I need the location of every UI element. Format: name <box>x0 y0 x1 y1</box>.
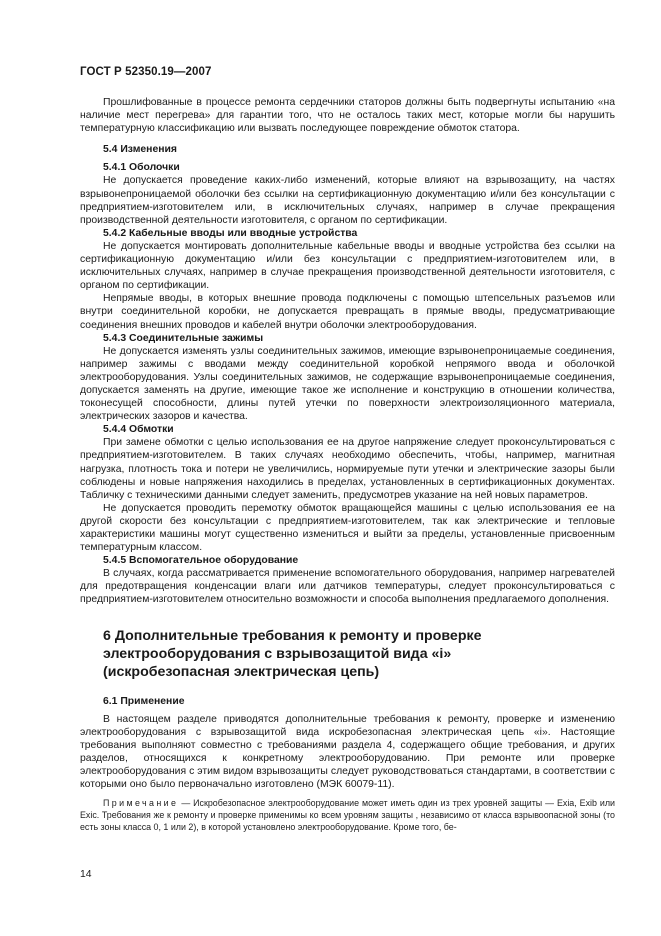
document-code-header: ГОСТ Р 52350.19—2007 <box>80 66 212 78</box>
section-6-1-title: 6.1 Применение <box>103 695 185 707</box>
section-5-4-1-paragraph: Не допускается проведение каких-либо изменений, которые влияют на взрывозащиту, на частях взрывонепроницаемой оболочки без ссылки на сертификационную документацию и/или без консультации с предприятием-изготовителем или, в исключительных случаях, например в случае прекращения производственной деятельности изготовителя, с органом по сертификации. <box>80 175 615 226</box>
section-5-4-1-title: 5.4.1 Оболочки <box>103 162 180 174</box>
section-6-title-line-3: (искробезопасная электрическая цепь) <box>103 663 380 680</box>
section-6-title-line-2: электрооборудования с взрывозащитой вида «i» <box>103 645 452 662</box>
section-5-4-title: 5.4 Изменения <box>103 144 177 156</box>
section-6-title-line-1: 6 Дополнительные требования к ремонту и проверке <box>103 627 482 644</box>
section-5-4-2-title: 5.4.2 Кабельные вводы или вводные устройства <box>103 227 358 239</box>
document-body <box>80 96 615 833</box>
section-5-4-3-title: 5.4.3 Соединительные зажимы <box>103 332 264 344</box>
note-text: — Искробезопасное электрооборудование может иметь один из трех уровней защиты — Exia, Exib или Exic. Требования же к ремонту и проверке применимы ко всем уровням защиты , независимо от класса взрывоопасной зоны (то есть зоны класса 0, 1 или 2), в которой установлено электрооборудование. Кроме того, бе- <box>80 798 615 833</box>
section-6-1-paragraph: В настоящем разделе приводятся дополнительные требования к ремонту, проверке и изменению электрооборудования с взрывозащитой вида искробезопасная электрическая цепь «i». Настоящие требования выполняют совместно с требованиями раздела 4, содержащего общие требования, и других разделов, относящихся к конкретному электрооборудованию. При ремонте или проверке электрооборудования с этим видом взрывозащиты следует руководствоваться стандартами, в соответствии с которыми оно было первоначально изготовлено (МЭК 60079-11). <box>80 713 615 791</box>
note-label: Примечание <box>103 798 179 809</box>
section-5-4-5-paragraph: В случаях, когда рассматривается применение вспомогательного оборудования, например нагревателей для предотвращения конденсации влаги или датчиков температуры, следует проконсультироваться с предприятием-изготовителем относительно возможности и способа выполнения предлагаемого дополнения. <box>80 568 615 606</box>
section-5-4-2-paragraph-2: Непрямые вводы, в которых внешние провода подключены с помощью штепсельных разъемов или внутри соединительной коробки, не допускается превращать в прямые вводы, предусматривающие соединения внешних проводов и кабелей внутри оболочки электрооборудования. <box>80 293 615 331</box>
section-6-title <box>80 627 615 681</box>
note-paragraph <box>80 797 615 833</box>
section-5-4-4-paragraph-1: При замене обмотки с целью использования ее на другое напряжение следует проконсультироваться с предприятием-изготовителем. В таких случаях необходимо обеспечить, чтобы, например, магнитная нагрузка, плотность тока и потери не увеличились, нормируемые пути утечки и электрические зазоры были соблюдены и новые напряжения находились в пределах, установленных в сертификационных документах. Табличку с техническими данными следует заменить, предусмотрев указание на ней новых параметров. <box>80 437 615 501</box>
page-number: 14 <box>80 869 92 880</box>
section-5-4-3-paragraph: Не допускается изменять узлы соединительных зажимов, имеющие взрывонепроницаемые соединения, например зажимы с вводами между соединительной коробкой непрямого ввода и оболочкой электрооборудования. Узлы соединительных зажимов, не содержащие взрывонепроницаемые соединения, допускается заменять на другие, имеющие такое же исполнение и конструкцию в отношении количества, токонесущей способности, длины путей утечки по поверхности электроизоляционного материала, электрических зазоров и качества. <box>80 345 615 423</box>
intro-paragraph: Прошлифованные в процессе ремонта сердечники статоров должны быть подвергнуты испытанию «на наличие мест перегрева» для гарантии того, что не осталось таких мест, которые могли бы нарушить температурную классификацию или вызвать последующее повреждение обмоток статора. <box>80 97 615 135</box>
section-5-4-2-paragraph-1: Не допускается монтировать дополнительные кабельные вводы и вводные устройства без ссылки на сертификационную документацию и/или без консультации с предприятием-изготовителем или, в исключительных случаях, например в случае прекращения производственной деятельности изготовителя, с органом по сертификации. <box>80 240 615 292</box>
section-5-4-4-paragraph-2: Не допускается проводить перемотку обмоток вращающейся машины с целью использования ее на другой скорости без консультации с предприятием-изготовителем, так как электрические и тепловые характеристики машины могут существенно измениться и выйти за пределы, установленные присвоенным температурным классом. <box>80 502 615 554</box>
section-5-4-5-title: 5.4.5 Вспомогательное оборудование <box>103 555 299 567</box>
section-5-4-4-title: 5.4.4 Обмотки <box>103 424 174 436</box>
